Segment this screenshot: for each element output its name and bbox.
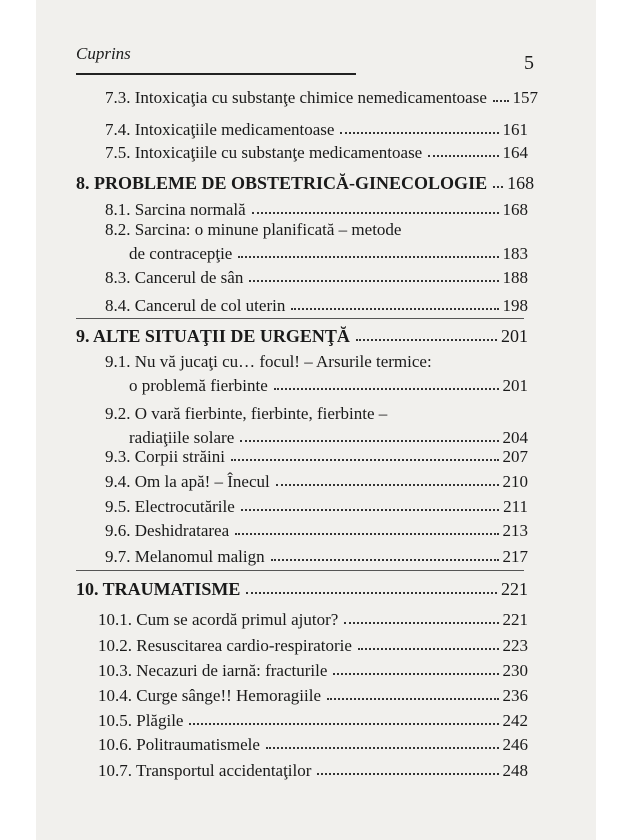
toc-entry: [105, 541, 528, 565]
toc-chapter: [76, 168, 535, 193]
toc-entry: [105, 137, 528, 161]
toc-chapter-label: 8. PROBLEME DE OBSTETRICĂ-GINECOLOGIE: [76, 173, 488, 193]
toc-entry: [98, 729, 528, 753]
toc-entry-label: 9.6. Deshidratarea: [105, 521, 230, 540]
toc-entry: [105, 114, 528, 138]
toc-entry: [98, 604, 528, 628]
leader-dots: [358, 648, 499, 650]
leader-dots: [235, 533, 498, 535]
leader-dots: [231, 459, 499, 461]
toc-entry-label-cont: de contracepţie: [129, 244, 233, 263]
leader-dots: [356, 339, 497, 341]
toc-entry-page: 201: [502, 376, 528, 395]
toc-entry-page: 236: [502, 686, 528, 705]
leader-dots: [271, 559, 499, 561]
section-divider: [76, 318, 524, 319]
running-header: Cuprins: [76, 44, 131, 63]
toc-entry-page: 198: [502, 296, 528, 315]
leader-dots: [428, 155, 498, 157]
toc-entry-label: 9.5. Electrocutările: [105, 497, 235, 516]
toc-entry-page: 213: [502, 521, 528, 540]
toc-entry: [98, 755, 528, 779]
toc-entry-page: 217: [502, 547, 528, 566]
toc-entry: [105, 82, 538, 106]
toc-entry-label: 9.7. Melanomul malign: [105, 547, 265, 566]
toc-entry-page: 183: [502, 244, 528, 263]
toc-entry: [98, 680, 528, 704]
leader-dots: [493, 100, 509, 102]
toc-entry-page: 161: [502, 120, 528, 139]
toc-entry-page: 211: [503, 497, 528, 516]
toc-entry-label: 8.2. Sarcina: o minune planificată – metode: [105, 220, 402, 239]
toc-entry-label: 7.3. Intoxicaţia cu substanţe chimice nemedicamentoase: [105, 88, 487, 107]
toc-entry: [129, 370, 528, 394]
toc-chapter-page: 201: [501, 326, 528, 346]
toc-entry-label: 7.4. Intoxicaţiile medicamentoase: [105, 120, 335, 139]
toc-entry: [105, 290, 528, 314]
toc-entry: [98, 655, 528, 679]
leader-dots: [189, 723, 498, 725]
leader-dots: [333, 673, 498, 675]
leader-dots: [274, 388, 499, 390]
leader-dots: [249, 280, 498, 282]
leader-dots: [340, 132, 498, 134]
toc-entry: [98, 630, 528, 654]
toc-entry: [105, 441, 528, 465]
toc-entry-page: 157: [512, 88, 538, 107]
toc-entry-page: 223: [502, 636, 528, 655]
toc-entry-page: 242: [502, 711, 528, 730]
toc-entry: [105, 194, 528, 218]
toc-entry-page: 221: [502, 610, 528, 629]
toc-entry-label: 10.3. Necazuri de iarnă: fracturile: [98, 661, 328, 680]
toc-entry: [105, 466, 528, 490]
toc-chapter-label: 9. ALTE SITUAŢII DE URGENŢĂ: [76, 326, 350, 346]
leader-dots: [317, 773, 498, 775]
header-rule: [76, 73, 356, 75]
leader-dots: [238, 256, 498, 258]
leader-dots: [276, 484, 499, 486]
leader-dots: [291, 308, 498, 310]
toc-entry: [98, 705, 528, 729]
toc-entry: [105, 262, 528, 286]
toc-chapter-label: 10. TRAUMATISME: [76, 579, 241, 599]
leader-dots: [246, 592, 497, 594]
page-number: 5: [524, 52, 534, 74]
section-divider: [76, 570, 524, 571]
toc-entry-label: 8.4. Cancerul de col uterin: [105, 296, 286, 315]
toc-entry-label: 10.6. Politraumatismele: [98, 735, 260, 754]
toc-entry-page: 248: [502, 761, 528, 780]
toc-entry-page: 168: [502, 200, 528, 219]
toc-entry-label-cont: radiaţiile solare: [129, 428, 235, 447]
toc-chapter: [76, 321, 528, 345]
toc-entry-label-cont: o problemă fierbinte: [129, 376, 268, 395]
toc-entry-label: 8.1. Sarcina normală: [105, 200, 246, 219]
toc-entry-page: 164: [502, 143, 528, 162]
toc-entry-label: 10.4. Curge sânge!! Hemoragiile: [98, 686, 321, 705]
toc-entry-page: 207: [502, 447, 528, 466]
toc-entry-page: 230: [502, 661, 528, 680]
leader-dots: [266, 747, 499, 749]
toc-entry: [129, 238, 528, 262]
leader-dots: [493, 186, 503, 188]
toc-entry-label: 10.1. Cum se acordă primul ajutor?: [98, 610, 339, 629]
toc-entry-label: 9.1. Nu vă jucaţi cu… focul! – Arsurile termice:: [105, 352, 432, 371]
toc-chapter-page: 221: [501, 579, 528, 599]
leader-dots: [252, 212, 499, 214]
toc-entry: [105, 515, 528, 539]
toc-entry-label: 8.3. Cancerul de sân: [105, 268, 244, 287]
toc-entry-label: 7.5. Intoxicaţiile cu substanţe medicamentoase: [105, 143, 423, 162]
toc-entry-label: 9.4. Om la apă! – Înecul: [105, 472, 270, 491]
toc-entry-page: 210: [502, 472, 528, 491]
toc-entry-page: 188: [502, 268, 528, 287]
toc-entry-page: 246: [502, 735, 528, 754]
leader-dots: [241, 509, 499, 511]
toc-entry-page: 204: [502, 428, 528, 447]
toc-chapter: [76, 574, 528, 598]
leader-dots: [344, 622, 498, 624]
toc-entry-label: 9.3. Corpii străini: [105, 447, 225, 466]
toc-chapter-page: 168: [507, 173, 535, 193]
leader-dots: [327, 698, 499, 700]
toc-entry: [105, 491, 528, 515]
toc-entry-label: 9.2. O vară fierbinte, fierbinte, fierbinte –: [105, 404, 388, 423]
toc-entry-label: 10.5. Plăgile: [98, 711, 184, 730]
toc-entry-label: 10.2. Resuscitarea cardio-respiratorie: [98, 636, 352, 655]
toc-entry-label: 10.7. Transportul accidentaţilor: [98, 761, 312, 780]
